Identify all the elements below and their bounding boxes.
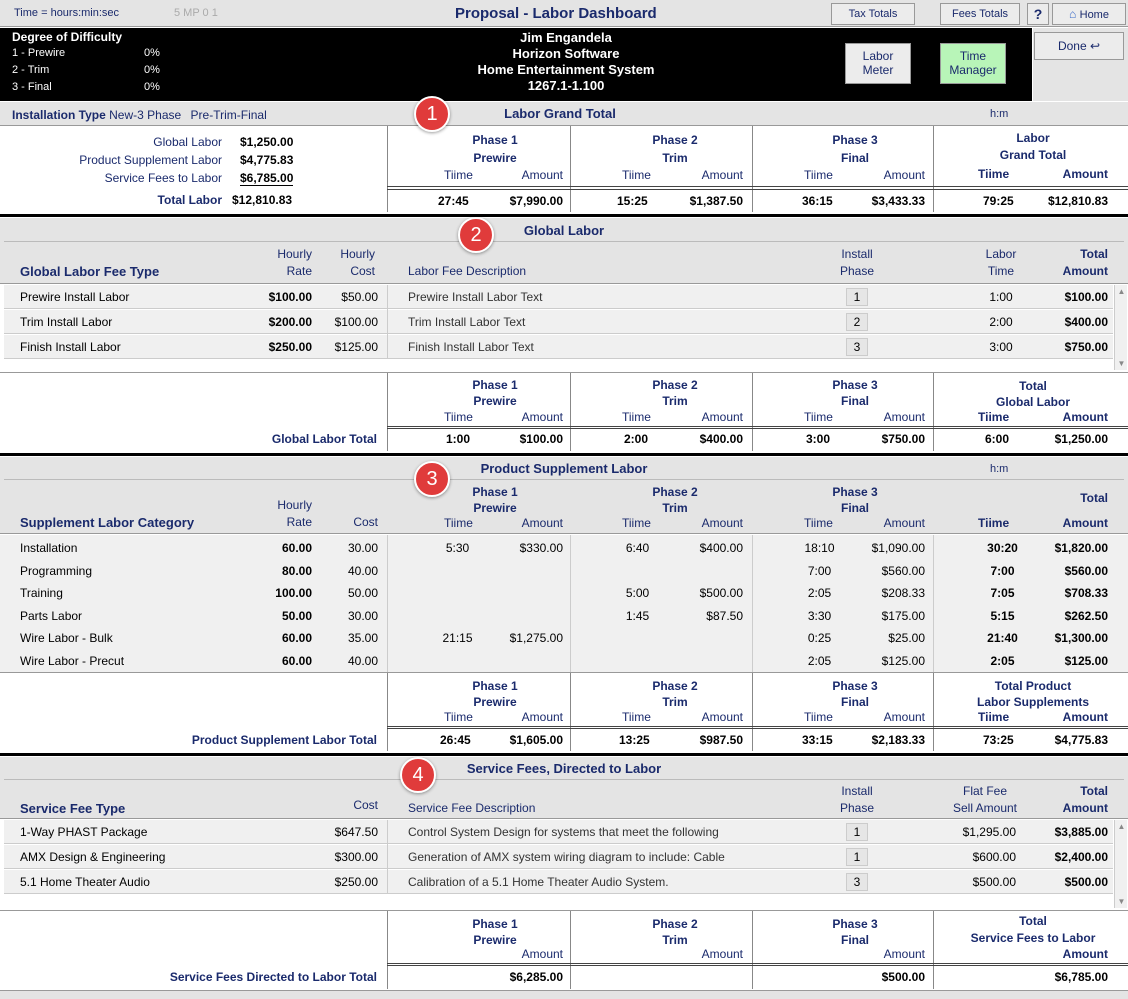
pr-ph1-title: Phase 1 [472, 485, 518, 499]
done-button[interactable] [1034, 32, 1124, 60]
st-ph1-amt-h: Amount [521, 947, 563, 961]
grand-total-amount: $12,810.83 [1047, 194, 1108, 208]
page-title: Proposal - Labor Dashboard [455, 5, 657, 22]
service-row-phase: 3 [846, 873, 868, 891]
product-row-tt: 2:05 [990, 654, 1015, 668]
pt-tot-amount: $4,775.83 [1054, 733, 1108, 747]
global-col-type: Global Labor Fee Type [20, 264, 160, 279]
pr-ph3-title: Phase 3 [832, 485, 878, 499]
product-row-ta: $125.00 [1064, 654, 1108, 668]
product-row-a3: $175.00 [881, 608, 925, 623]
grand-ph2-amt-h: Amount [701, 168, 743, 182]
table-row[interactable] [0, 538, 1128, 560]
gl-tot-sub: Global Labor [995, 395, 1070, 409]
pt-tot-amt-h: Amount [1062, 710, 1108, 724]
pt-ph3-time-h: Tiime [804, 710, 833, 724]
product-row-rate: 60.00 [281, 541, 312, 555]
pt-ph3-title: Phase 3 [832, 679, 878, 693]
client-system: Home Entertainment System [477, 62, 655, 77]
grand-gt-amt-h: Amount [1062, 167, 1108, 181]
service-row-cost: $647.50 [334, 825, 378, 839]
product-col-cost: Cost [353, 515, 378, 529]
gl-ph3-amount: $750.00 [881, 432, 925, 446]
pt-ph2-time-h: Tiime [622, 710, 651, 724]
client-name: Jim Engandela [520, 30, 612, 45]
home-label: Home [1079, 9, 1109, 21]
grand-ph1-sub: Prewire [473, 151, 517, 165]
return-icon: ↩ [1089, 39, 1101, 53]
product-row-t3: 2:05 [807, 586, 832, 601]
global-col-rate-2: Rate [286, 264, 312, 278]
proposal-number: 1267.1-1.100 [527, 78, 605, 93]
service-total-label: Service Fees Directed to Labor Total [169, 970, 377, 984]
time-manager-line2: Manager [949, 63, 997, 77]
gl-ph3-sub: Final [840, 394, 869, 408]
product-row-a1: $1,275.00 [509, 631, 563, 646]
time-manager-line1: Time [959, 49, 987, 63]
product-supplement-label: Product Supplement Labor [79, 153, 222, 167]
st-ph3-amt-h: Amount [883, 947, 925, 961]
global-labor-total-label: Global Labor Total [271, 432, 377, 446]
service-scrollbar[interactable] [1114, 820, 1127, 908]
grand-ph1-amt-h: Amount [521, 168, 563, 182]
gl-ph3-time-h: Tiime [804, 410, 833, 424]
global-row-phase: 3 [846, 338, 868, 356]
global-row-desc: Trim Install Labor Text [408, 315, 526, 329]
grand-gt-time-h: Tiime [978, 167, 1010, 181]
pt-tot-time: 73:25 [983, 733, 1014, 747]
pt-ph2-amount: $987.50 [699, 733, 743, 747]
global-col-phase-2: Phase [839, 264, 875, 278]
scroll-up-icon[interactable]: ▲ [1117, 822, 1126, 831]
grand-ph1-title: Phase 1 [472, 133, 518, 147]
service-fees-label: Service Fees to Labor [104, 171, 222, 185]
product-row-t3: 2:05 [807, 654, 832, 668]
service-row-cost: $250.00 [334, 875, 378, 889]
product-row-t3: 18:10 [804, 541, 835, 555]
time-manager-button[interactable] [940, 43, 1006, 84]
tax-totals-button[interactable]: Tax Totals [831, 3, 915, 25]
global-row-type: Prewire Install Labor [20, 290, 130, 304]
service-row-desc: Generation of AMX system wiring diagram to include: Cable [408, 850, 725, 864]
service-row-flat: $600.00 [972, 850, 1016, 864]
product-row-ta: $708.33 [1064, 586, 1108, 601]
service-col-flat-1: Flat Fee [962, 784, 1007, 798]
gl-ph1-time: 1:00 [446, 432, 471, 446]
callout-marker: 1 [414, 96, 450, 132]
pr-ph2-sub: Trim [662, 501, 688, 515]
pt-ph2-sub: Trim [662, 695, 688, 709]
pt-ph1-time: 26:45 [440, 733, 471, 747]
pt-ph3-sub: Final [840, 695, 869, 709]
table-row[interactable] [0, 583, 1128, 605]
service-col-amount-1: Total [1080, 784, 1108, 798]
grand-ph3-amt-h: Amount [883, 168, 925, 182]
global-col-phase-1: Install [841, 247, 873, 261]
installation-type-value: New-3 Phase [109, 108, 182, 122]
product-col-cat: Supplement Labor Category [20, 515, 195, 530]
product-row-cost: 50.00 [347, 586, 378, 601]
pt-ph1-sub: Prewire [473, 695, 517, 709]
global-labor-value: $1,250.00 [240, 135, 294, 149]
pr-tot-amt-h: Amount [1062, 516, 1108, 530]
gl-ph2-time-h: Tiime [622, 410, 651, 424]
service-row-type: AMX Design & Engineering [20, 850, 166, 864]
product-row-cost: 35.00 [347, 631, 378, 646]
global-row-time: 1:00 [989, 290, 1013, 304]
gl-ph1-amt-h: Amount [521, 410, 563, 424]
gl-ph1-time-h: Tiime [444, 410, 473, 424]
global-row-desc: Finish Install Labor Text [408, 340, 534, 354]
service-row-amount: $500.00 [1064, 875, 1108, 889]
gl-ph1-amount: $100.00 [519, 432, 563, 446]
gl-ph3-time: 3:00 [806, 432, 831, 446]
grand-ph3-sub: Final [840, 151, 869, 165]
service-fees-value: $6,785.00 [240, 171, 294, 185]
gl-ph3-amt-h: Amount [883, 410, 925, 424]
st-ph2-amt-h: Amount [701, 947, 743, 961]
global-row-cost: $125.00 [334, 340, 378, 354]
global-col-time-1: Labor [985, 247, 1017, 261]
product-row-ta: $560.00 [1064, 563, 1108, 578]
difficulty-trim-value: 0% [144, 64, 160, 76]
table-row[interactable] [0, 606, 1128, 628]
st-tot-title: Total [1019, 914, 1047, 928]
service-col-phase-2: Phase [839, 801, 875, 815]
grand-total-time: 79:25 [983, 194, 1014, 208]
scroll-down-icon[interactable]: ▼ [1117, 359, 1126, 368]
pr-ph2-time-h: Tiime [622, 516, 651, 530]
product-row-cost: 40.00 [347, 654, 378, 668]
pr-ph1-time-h: Tiime [444, 516, 473, 530]
service-row-desc: Calibration of a 5.1 Home Theater Audio System. [408, 875, 669, 889]
st-ph1-title: Phase 1 [472, 917, 518, 931]
callout-marker: 4 [400, 757, 436, 793]
product-row-rate: 80.00 [281, 563, 312, 578]
product-row-tt: 21:40 [987, 631, 1018, 646]
done-label: Done [1057, 39, 1087, 53]
global-row-amount: $400.00 [1064, 315, 1108, 329]
product-row-a1: $330.00 [519, 541, 563, 555]
pt-tot-sub: Labor Supplements [976, 695, 1089, 709]
difficulty-prewire-label: 1 - Prewire [12, 47, 66, 59]
table-row[interactable] [4, 335, 1113, 359]
product-row-ta: $1,300.00 [1054, 631, 1108, 646]
total-labor-value: $12,810.83 [232, 193, 293, 207]
gl-tot-time-h: Tiime [978, 410, 1010, 424]
global-row-type: Finish Install Labor [20, 340, 121, 354]
global-col-cost-2: Cost [350, 264, 375, 278]
table-row[interactable] [0, 651, 1128, 673]
gl-ph2-time: 2:00 [624, 432, 649, 446]
callout-marker: 2 [458, 217, 494, 253]
gl-ph3-title: Phase 3 [832, 378, 878, 392]
global-row-amount: $100.00 [1064, 290, 1108, 304]
pt-ph1-amount: $1,605.00 [509, 733, 563, 747]
grand-gt-title: Labor [1016, 131, 1050, 145]
product-row-rate: 50.00 [281, 608, 312, 623]
product-col-rate-2: Rate [286, 515, 312, 529]
service-row-amount: $3,885.00 [1054, 825, 1108, 839]
gl-ph2-amount: $400.00 [699, 432, 743, 446]
global-row-desc: Prewire Install Labor Text [408, 290, 543, 304]
product-row-tt: 30:20 [987, 541, 1018, 555]
service-row-phase: 1 [846, 848, 868, 866]
product-row-tt: 5:15 [990, 608, 1015, 623]
grand-ph2-amount: $1,387.50 [689, 194, 743, 208]
pt-ph1-amt-h: Amount [521, 710, 563, 724]
pr-ph1-amt-h: Amount [521, 516, 563, 530]
global-col-amount-2: Amount [1062, 264, 1108, 278]
global-col-amount-1: Total [1080, 247, 1108, 261]
time-format-label: Time = hours:min:sec [14, 7, 120, 19]
product-col-rate-1: Hourly [277, 498, 312, 512]
st-ph3-sub: Final [840, 933, 869, 947]
service-row-flat: $500.00 [972, 875, 1016, 889]
grand-ph1-time: 27:45 [438, 194, 469, 208]
product-row-cat: Wire Labor - Bulk [20, 631, 113, 646]
table-row[interactable] [0, 628, 1128, 650]
product-row-a3: $25.00 [888, 631, 925, 646]
gl-ph2-title: Phase 2 [652, 378, 698, 392]
grand-total-hm: h:m [990, 108, 1009, 120]
product-row-ta: $1,820.00 [1054, 541, 1108, 555]
home-icon: ⌂ [1069, 7, 1077, 21]
global-labor-title: Global Labor [523, 223, 605, 238]
client-company: Horizon Software [512, 46, 620, 61]
service-row-phase: 1 [846, 823, 868, 841]
product-row-cost: 40.00 [347, 563, 378, 578]
debug-indicator: 5 MP 0 1 [174, 7, 218, 19]
product-hm: h:m [990, 463, 1009, 475]
global-row-rate: $250.00 [268, 340, 312, 354]
pr-ph2-amt-h: Amount [701, 516, 743, 530]
service-title: Service Fees, Directed to Labor [466, 761, 662, 776]
help-button[interactable]: ? [1027, 3, 1049, 25]
pr-ph3-sub: Final [840, 501, 869, 515]
table-row[interactable] [4, 285, 1113, 309]
product-row-t2: 5:00 [625, 586, 650, 601]
home-button[interactable] [1052, 3, 1126, 25]
pt-ph2-time: 13:25 [619, 733, 650, 747]
product-row-t2: 1:45 [625, 608, 650, 623]
global-row-phase: 2 [846, 313, 868, 331]
pt-ph2-title: Phase 2 [652, 679, 698, 693]
product-row-cat: Installation [20, 541, 78, 555]
product-row-cat: Programming [20, 563, 93, 578]
grand-ph2-time: 15:25 [617, 194, 648, 208]
grand-ph3-title: Phase 3 [832, 133, 878, 147]
total-labor-label: Total Labor [157, 193, 222, 207]
global-row-cost: $50.00 [341, 290, 378, 304]
service-col-amount-2: Amount [1062, 801, 1108, 815]
product-supplement-value: $4,775.83 [240, 153, 294, 167]
grand-ph2-sub: Trim [662, 151, 688, 165]
grand-ph2-time-h: Tiime [622, 168, 651, 182]
grand-ph1-time-h: Tiime [444, 168, 473, 182]
product-row-cat: Parts Labor [20, 608, 83, 623]
grand-ph3-time: 36:15 [802, 194, 833, 208]
global-col-cost-1: Hourly [340, 247, 375, 261]
scroll-down-icon[interactable]: ▼ [1117, 897, 1126, 906]
gl-ph1-title: Phase 1 [472, 378, 518, 392]
grand-ph1-amount: $7,990.00 [509, 194, 563, 208]
labor-meter-line1: Labor [862, 49, 894, 63]
global-row-type: Trim Install Labor [20, 315, 113, 329]
gl-tot-time: 6:00 [985, 432, 1010, 446]
pr-ph3-amt-h: Amount [883, 516, 925, 530]
service-row-amount: $2,400.00 [1054, 850, 1108, 864]
pr-ph2-title: Phase 2 [652, 485, 698, 499]
st-ph1-sub: Prewire [473, 933, 517, 947]
product-row-cost: 30.00 [347, 608, 378, 623]
product-row-t2: 6:40 [625, 541, 650, 555]
pt-ph1-time-h: Tiime [444, 710, 473, 724]
st-tot-amt-h: Amount [1062, 947, 1108, 961]
grand-ph3-amount: $3,433.33 [871, 194, 925, 208]
pr-tot-time-h: Tiime [978, 516, 1010, 530]
global-scrollbar[interactable] [1114, 285, 1127, 370]
grand-total-title: Labor Grand Total [504, 106, 616, 121]
difficulty-title: Degree of Difficulty [12, 30, 123, 44]
product-row-a3: $208.33 [881, 586, 925, 601]
global-col-time-2: Time [987, 264, 1015, 278]
service-col-type: Service Fee Type [20, 801, 126, 816]
table-row[interactable] [4, 310, 1113, 334]
st-tot-sub: Service Fees to Labor [970, 931, 1096, 945]
global-row-phase: 1 [846, 288, 868, 306]
grand-ph3-time-h: Tiime [804, 168, 833, 182]
st-ph3-title: Phase 3 [832, 917, 878, 931]
product-row-rate: 100.00 [275, 586, 312, 601]
service-row-type: 5.1 Home Theater Audio [20, 875, 150, 889]
service-row-type: 1-Way PHAST Package [20, 825, 148, 839]
labor-meter-line2: Meter [862, 63, 894, 77]
pt-tot-title: Total Product [994, 679, 1072, 693]
product-row-cost: 30.00 [347, 541, 378, 555]
pr-total-h: Total [1080, 491, 1108, 505]
difficulty-final-value: 0% [144, 81, 160, 93]
pr-ph1-sub: Prewire [473, 501, 517, 515]
gl-ph2-amt-h: Amount [701, 410, 743, 424]
global-row-rate: $100.00 [268, 290, 312, 304]
gl-tot-amt-h: Amount [1062, 410, 1108, 424]
product-row-tt: 7:00 [990, 563, 1015, 578]
st-ph2-sub: Trim [662, 933, 688, 947]
pt-ph1-title: Phase 1 [472, 679, 518, 693]
product-row-t3: 3:30 [807, 608, 832, 623]
service-col-flat-2: Sell Amount [952, 801, 1018, 815]
grand-ph2-title: Phase 2 [652, 133, 698, 147]
product-row-cat: Training [20, 586, 63, 601]
product-row-t1: 21:15 [442, 631, 473, 646]
global-row-time: 2:00 [989, 315, 1013, 329]
gl-ph2-sub: Trim [662, 394, 688, 408]
product-row-ta: $262.50 [1064, 608, 1108, 623]
product-row-a3: $125.00 [881, 654, 925, 668]
product-row-cat: Wire Labor - Precut [20, 654, 125, 668]
pt-ph3-time: 33:15 [802, 733, 833, 747]
service-col-phase-1: Install [841, 784, 873, 798]
difficulty-prewire-value: 0% [144, 47, 160, 59]
global-labor-label: Global Labor [153, 135, 222, 149]
scroll-up-icon[interactable]: ▲ [1117, 287, 1126, 296]
service-row-cost: $300.00 [334, 850, 378, 864]
fees-totals-button[interactable]: Fees Totals [940, 3, 1020, 25]
gl-ph1-sub: Prewire [473, 394, 517, 408]
product-row-a2: $400.00 [699, 541, 743, 555]
pt-ph3-amt-h: Amount [883, 710, 925, 724]
table-row[interactable] [0, 561, 1128, 583]
product-total-label: Product Supplement Labor Total [191, 733, 377, 747]
service-row-flat: $1,295.00 [962, 825, 1016, 839]
service-col-cost: Cost [353, 798, 378, 812]
service-col-desc: Service Fee Description [408, 801, 536, 815]
product-row-tt: 7:05 [990, 586, 1015, 601]
global-row-rate: $200.00 [268, 315, 312, 329]
installation-phases: Pre-Trim-Final [190, 108, 267, 122]
product-title: Product Supplement Labor [480, 461, 648, 476]
installation-type [12, 108, 267, 122]
service-row-desc: Control System Design for systems that meet the following [408, 825, 719, 839]
gl-tot-amount: $1,250.00 [1054, 432, 1108, 446]
global-row-amount: $750.00 [1064, 340, 1108, 354]
global-row-cost: $100.00 [334, 315, 378, 329]
labor-meter-button[interactable] [845, 43, 911, 84]
product-row-a3: $1,090.00 [871, 541, 925, 555]
product-row-rate: 60.00 [281, 654, 312, 668]
grand-gt-sub: Grand Total [999, 148, 1067, 162]
product-row-a3: $560.00 [881, 563, 925, 578]
product-row-t3: 0:25 [807, 631, 832, 646]
product-row-a2: $87.50 [706, 608, 743, 623]
global-col-rate-1: Hourly [277, 247, 312, 261]
global-row-time: 3:00 [989, 340, 1013, 354]
pt-ph2-amt-h: Amount [701, 710, 743, 724]
product-row-t3: 7:00 [807, 563, 832, 578]
product-row-a2: $500.00 [699, 586, 743, 601]
product-row-rate: 60.00 [281, 631, 312, 646]
installation-type-label: Installation Type [12, 108, 106, 122]
footer-bar [0, 990, 1128, 999]
difficulty-trim-label: 2 - Trim [12, 64, 50, 76]
pt-ph3-amount: $2,183.33 [871, 733, 925, 747]
callout-marker: 3 [414, 461, 450, 497]
difficulty-final-label: 3 - Final [12, 81, 52, 93]
st-ph1-amount: $6,285.00 [509, 970, 563, 984]
st-ph3-amount: $500.00 [881, 970, 925, 984]
pt-tot-time-h: Tiime [978, 710, 1010, 724]
global-col-desc: Labor Fee Description [408, 264, 527, 278]
product-row-t1: 5:30 [445, 541, 470, 555]
st-tot-amount: $6,785.00 [1054, 970, 1108, 984]
gl-tot-title: Total [1019, 379, 1047, 393]
pr-ph3-time-h: Tiime [804, 516, 833, 530]
st-ph2-title: Phase 2 [652, 917, 698, 931]
